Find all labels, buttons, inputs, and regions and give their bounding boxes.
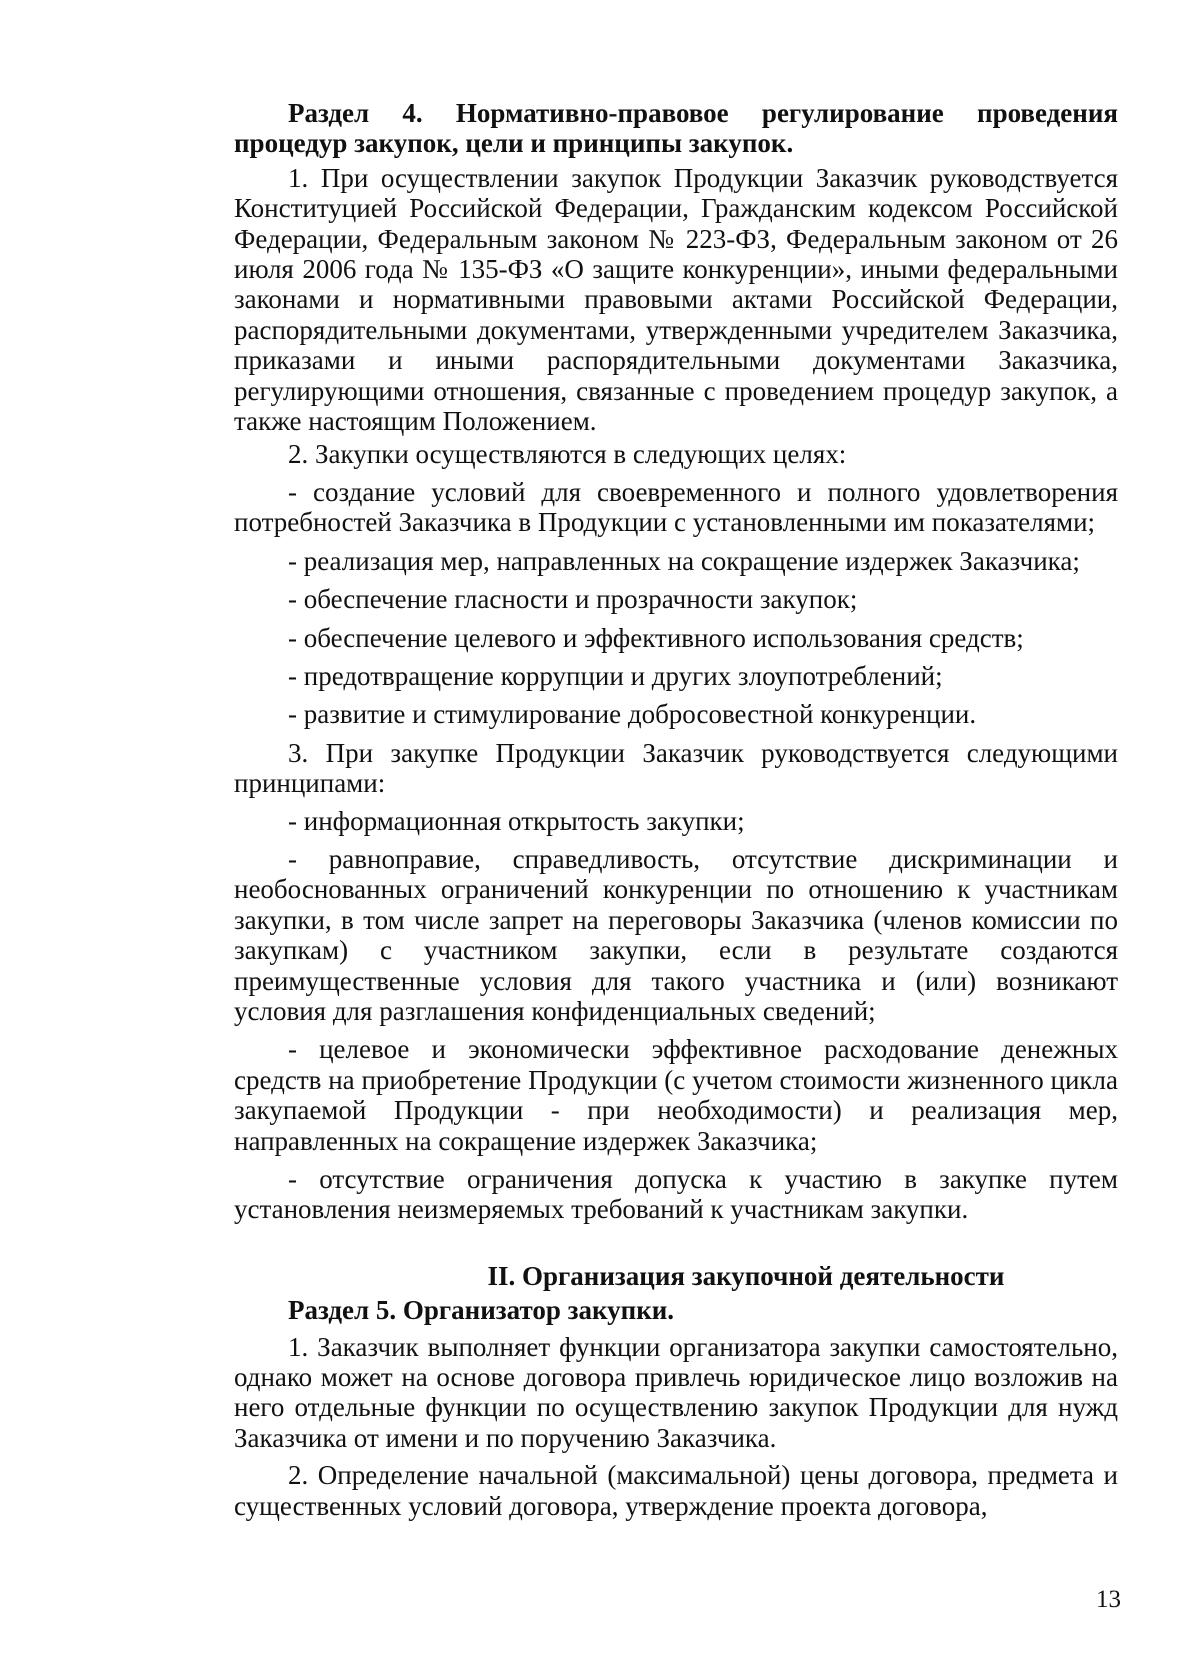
section-5-paragraph-2: 2. Определение начальной (максимальной) цены договора, предмета и существенных условий договора, утверждение проекта договора,	[234, 1460, 1118, 1521]
page-number: 13	[1096, 1586, 1121, 1613]
goal-item: - обеспечение целевого и эффективного использования средств;	[288, 622, 1024, 653]
chapter-2-title: II. Организация закупочной деятельности	[487, 1260, 1005, 1291]
goal-item: - реализация мер, направленных на сокращение издержек Заказчика;	[288, 545, 1080, 576]
section-5-heading: Раздел 5. Организатор закупки.	[288, 1295, 675, 1326]
goals-list	[234, 477, 1118, 730]
section-4-paragraph-3: 3. При закупке Продукции Заказчик руководствуется следующими принципами:	[234, 737, 1118, 799]
page-body	[234, 98, 1118, 1528]
principle-item: - информационная открытость закупки;	[288, 805, 745, 836]
principle-item: - равноправие, справедливость, отсутствие дискриминации и необоснованных ограничений конкуренции по отношению к участникам закупки, в том числе запрет на переговоры Заказчика (членов комиссии по закупкам) с участником закупки, если в результате создаются преимущественные условия для такого участника и (или) возникают условия для разглашения конфиденциальных сведений;	[234, 843, 1118, 1026]
goal-item: - предотвращение коррупции и других злоупотреблений;	[288, 660, 943, 691]
principle-item: - целевое и экономически эффективное расходование денежных средств на приобретение Продукции (с учетом стоимости жизненного цикла закупаемой Продукции - при необходимости) и реализация мер, направленных на сокращение издержек Заказчика;	[234, 1034, 1118, 1156]
goal-item: - развитие и стимулирование добросовестной конкуренции.	[288, 699, 977, 730]
principle-item: - отсутствие ограничения допуска к участию в закупке путем установления неизмеряемых требований к участникам закупки.	[234, 1164, 1118, 1225]
section-5-paragraph-1: 1. Заказчик выполняет функции организатора закупки самостоятельно, однако может на основе договора привлечь юридическое лицо возложив на него отдельные функции по осуществлению закупок Продукции для нужд Заказчика от имени и по поручению Заказчика.	[234, 1331, 1118, 1453]
section-4-heading: Раздел 4. Нормативно-правовое регулирование проведения процедур закупок, цели и принципы закупок.	[234, 98, 1118, 159]
goal-item: - обеспечение гласности и прозрачности закупок;	[288, 584, 858, 615]
goal-item: - создание условий для своевременного и полного удовлетворения потребностей Заказчика в Продукции с установленными им показателями;	[234, 476, 1118, 538]
principles-list	[234, 806, 1118, 1225]
section-4-paragraph-2: 2. Закупки осуществляются в следующих целях:	[288, 439, 847, 470]
section-4-paragraph-1: 1. При осуществлении закупок Продукции Заказчик руководствуется Конституцией Российской Федерации, Гражданским кодексом Российской Федерации, Федеральным законом № 223-ФЗ, Федеральным законом от 26 июля 2006 года № 135-ФЗ «О защите конкуренции», иными федеральными законами и нормативными правовыми актами Российской Федерации, распорядительными документами, утвержденными учредителем Заказчика, приказами и иными распорядительными документами Заказчика, регулирующими отношения, связанные с проведением процедур закупок, а также настоящим Положением.	[234, 162, 1118, 437]
